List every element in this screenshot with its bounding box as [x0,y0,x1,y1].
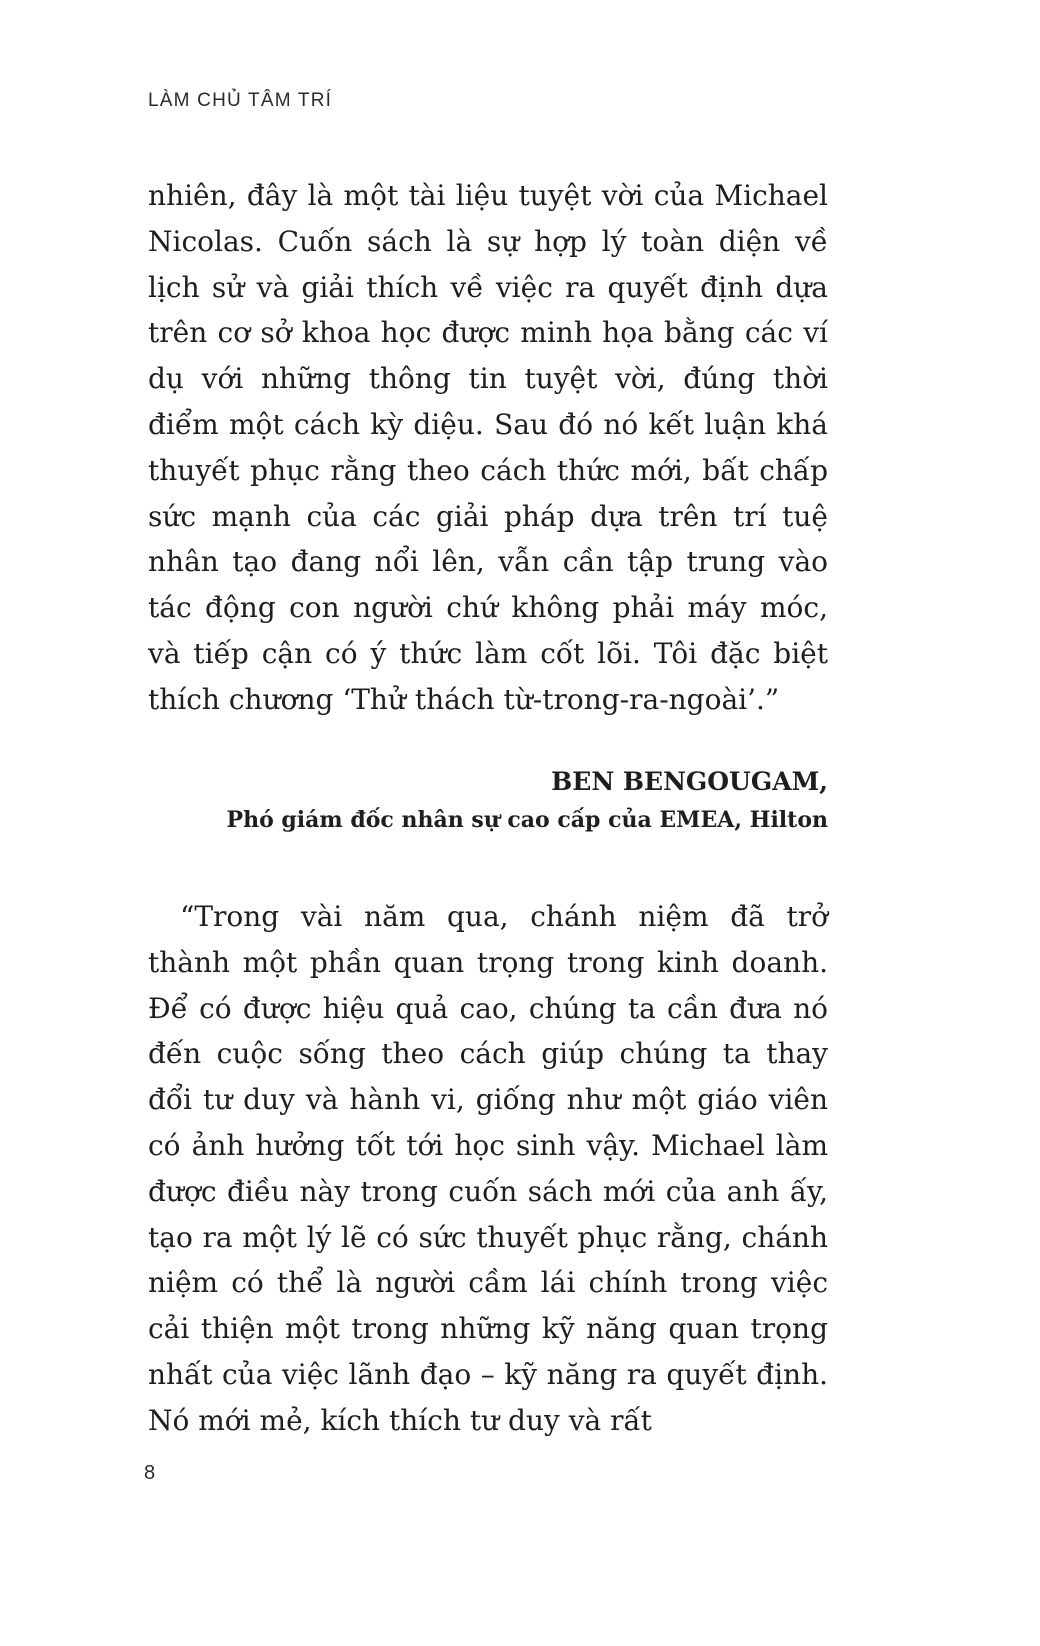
body-paragraph-2: “Trong vài năm qua, chánh niệm đã trở thành một phần quan trọng trong kinh doanh. Để có được hiệu quả cao, chúng ta cần đưa nó đến cuộc sống theo cách giúp chúng ta thay đổi tư duy và hành vi, giống như một giáo viên có ảnh hưởng tốt tới học sinh vậy. Michael làm được điều này trong cuốn sách mới của anh ấy, tạo ra một lý lẽ có sức thuyết phục rằng, chánh niệm có thể là người cầm lái chính trong việc cải thiện một trong những kỹ năng quan trọng nhất của việc lãnh đạo – kỹ năng ra quyết định. Nó mới mẻ, kích thích tư duy và rất [148,900,828,1437]
body-paragraph-1: nhiên, đây là một tài liệu tuyệt vời của Michael Nicolas. Cuốn sách là sự hợp lý toàn diện về lịch sử và giải thích về việc ra quyết định dựa trên cơ sở khoa học được minh họa bằng các ví dụ với những thông tin tuyệt vời, đúng thời điểm một cách kỳ diệu. Sau đó nó kết luận khá thuyết phục rằng theo cách thức mới, bất chấp sức mạnh của các giải pháp dựa trên trí tuệ nhân tạo đang nổi lên, vẫn cần tập trung vào tác động con người chứ không phải máy móc, và tiếp cận có ý thức làm cốt lõi. Tôi đặc biệt thích chương ‘Thử thách từ-trong-ra-ngoài’.” [148,179,828,716]
running-header: LÀM CHỦ TÂM TRÍ [148,90,333,111]
attribution [148,762,828,838]
attribution-name: BEN BENGOUGAM, [551,767,828,796]
attribution-title: Phó giám đốc nhân sự cao cấp của EMEA, Hilton [226,807,828,833]
page-number: 8 [144,1462,156,1484]
